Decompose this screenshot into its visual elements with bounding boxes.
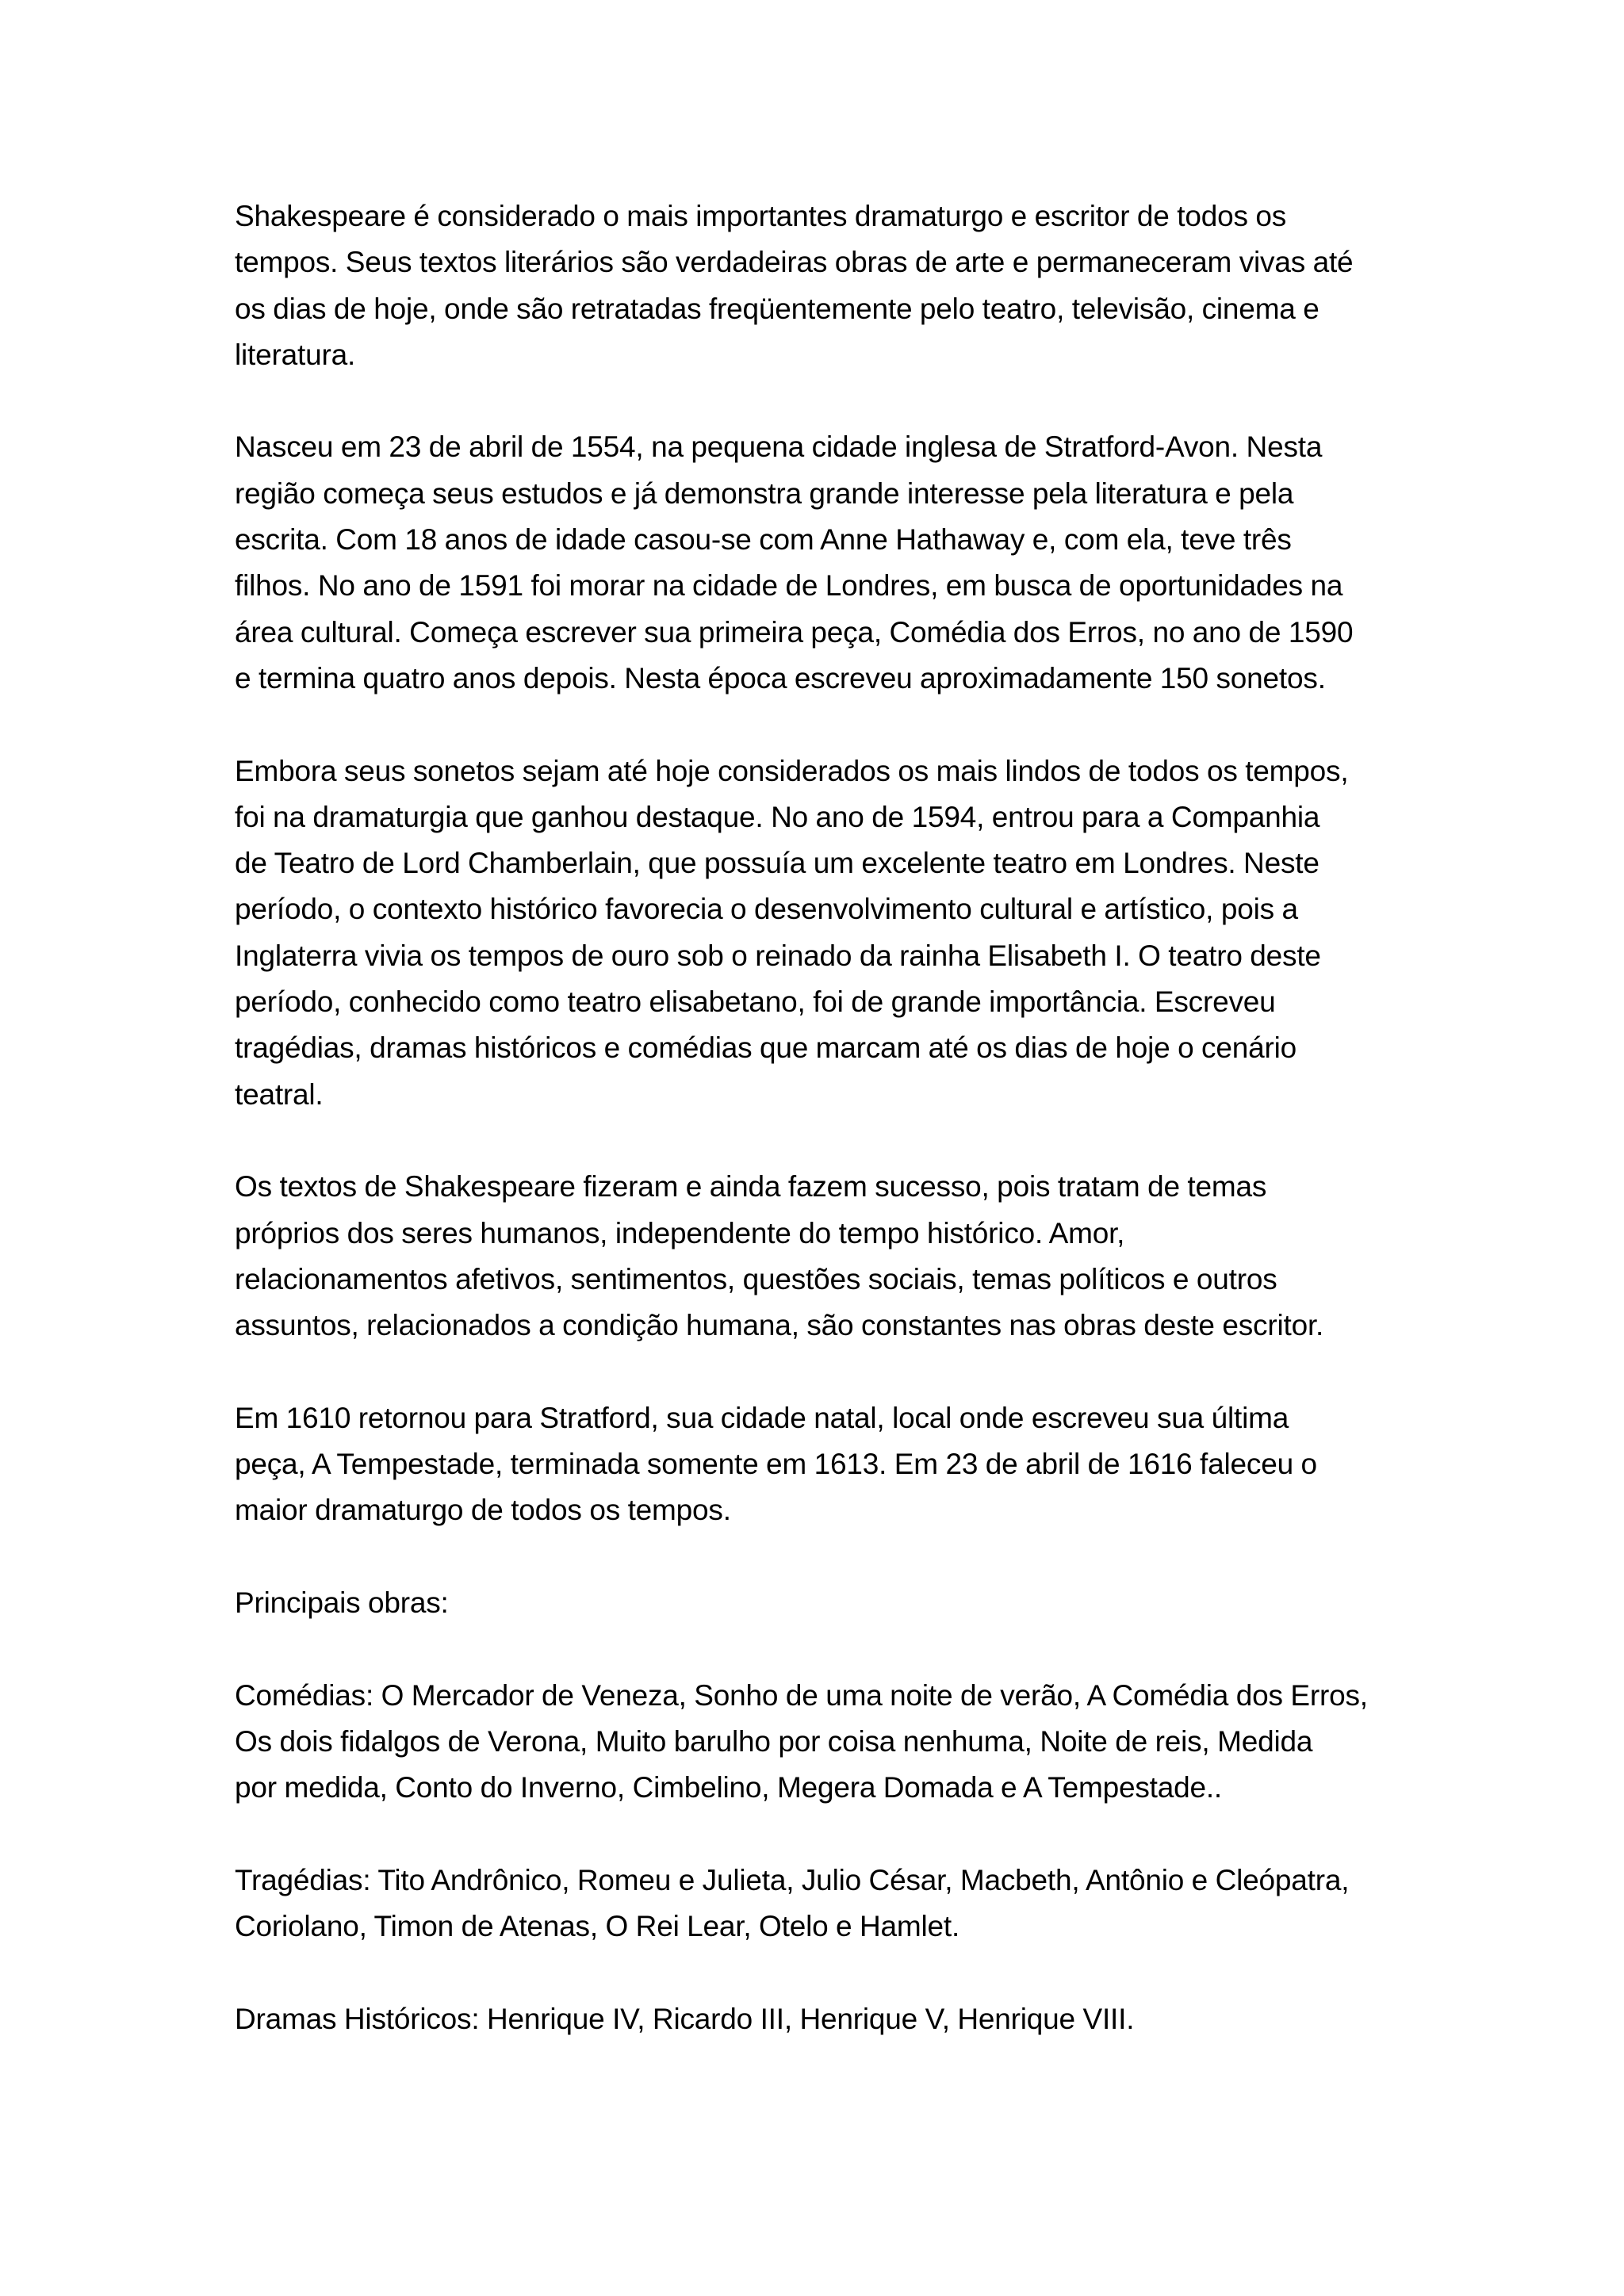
text-line: filhos. No ano de 1591 foi morar na cidade de Londres, em busca de oportunidades na (235, 569, 1343, 603)
text-line: região começa seus estudos e já demonstra grande interesse pela literatura e pela (235, 476, 1294, 510)
text-line: tempos. Seus textos literários são verdadeiras obras de arte e permaneceram vivas até (235, 246, 1354, 279)
text-line: Os dois fidalgos de Verona, Muito barulho por coisa nenhuma, Noite de reis, Medida (235, 1724, 1313, 1758)
document-body (235, 193, 1416, 2088)
text-line: Nasceu em 23 de abril de 1554, na pequena cidade inglesa de Stratford-Avon. Nesta (235, 430, 1323, 464)
text-line: Comédias: O Mercador de Veneza, Sonho de uma noite de verão, A Comédia dos Erros, (235, 1678, 1368, 1712)
text-line: Principais obras: (235, 1586, 449, 1619)
text-line: área cultural. Começa escrever sua primeira peça, Comédia dos Erros, no ano de 1590 (235, 615, 1354, 649)
text-line: escrita. Com 18 anos de idade casou-se com Anne Hathaway e, com ela, teve três (235, 523, 1292, 557)
paragraph-works-heading (235, 1580, 1416, 1626)
paragraph-biography (235, 424, 1416, 702)
text-line: foi na dramaturgia que ganhou destaque. No ano de 1594, entrou para a Companhia (235, 800, 1320, 833)
text-line: período, conhecido como teatro elisabetano, foi de grande importância. Escreveu (235, 985, 1276, 1019)
text-line: Coriolano, Timon de Atenas, O Rei Lear, Otelo e Hamlet. (235, 1909, 960, 1942)
text-line: Os textos de Shakespeare fizeram e ainda fazem sucesso, pois tratam de temas (235, 1170, 1267, 1203)
paragraph-intro (235, 193, 1416, 378)
paragraph-comedies (235, 1673, 1416, 1812)
paragraph-histories (235, 1996, 1416, 2042)
text-line: relacionamentos afetivos, sentimentos, questões sociais, temas políticos e outros (235, 1262, 1277, 1295)
text-line: de Teatro de Lord Chamberlain, que possuía um excelente teatro em Londres. Neste (235, 847, 1320, 880)
text-line: Tragédias: Tito Andrônico, Romeu e Julieta, Julio César, Macbeth, Antônio e Cleópatra, (235, 1863, 1350, 1896)
text-line: Inglaterra vivia os tempos de ouro sob o reinado da rainha Elisabeth I. O teatro deste (235, 939, 1321, 972)
text-line: Embora seus sonetos sejam até hoje considerados os mais lindos de todos os tempos, (235, 754, 1349, 787)
text-line: teatral. (235, 1077, 324, 1111)
text-line: próprios dos seres humanos, independente do tempo histórico. Amor, (235, 1216, 1125, 1249)
text-line: os dias de hoje, onde são retratadas freqüentemente pelo teatro, televisão, cinema e (235, 292, 1320, 325)
paragraph-career (235, 748, 1416, 1118)
text-line: literatura. (235, 338, 356, 371)
text-line: Em 1610 retornou para Stratford, sua cidade natal, local onde escreveu sua última (235, 1401, 1289, 1434)
text-line: por medida, Conto do Inverno, Cimbelino, Megera Domada e A Tempestade.. (235, 1771, 1223, 1804)
text-line: tragédias, dramas históricos e comédias que marcam até os dias de hoje o cenário (235, 1031, 1297, 1065)
text-line: Shakespeare é considerado o mais importantes dramaturgo e escritor de todos os (235, 200, 1287, 232)
text-line: maior dramaturgo de todos os tempos. (235, 1494, 731, 1527)
paragraph-death (235, 1395, 1416, 1534)
text-line: peça, A Tempestade, terminada somente em 1613. Em 23 de abril de 1616 faleceu o (235, 1448, 1317, 1481)
paragraph-tragedies (235, 1858, 1416, 1950)
text-line: assuntos, relacionados a condição humana, são constantes nas obras deste escritor. (235, 1309, 1324, 1342)
paragraph-themes (235, 1164, 1416, 1349)
text-line: Dramas Históricos: Henrique IV, Ricardo III, Henrique V, Henrique VIII. (235, 2002, 1135, 2035)
text-line: período, o contexto histórico favorecia o desenvolvimento cultural e artístico, pois a (235, 893, 1298, 926)
text-line: e termina quatro anos depois. Nesta época escreveu aproximadamente 150 sonetos. (235, 661, 1326, 695)
